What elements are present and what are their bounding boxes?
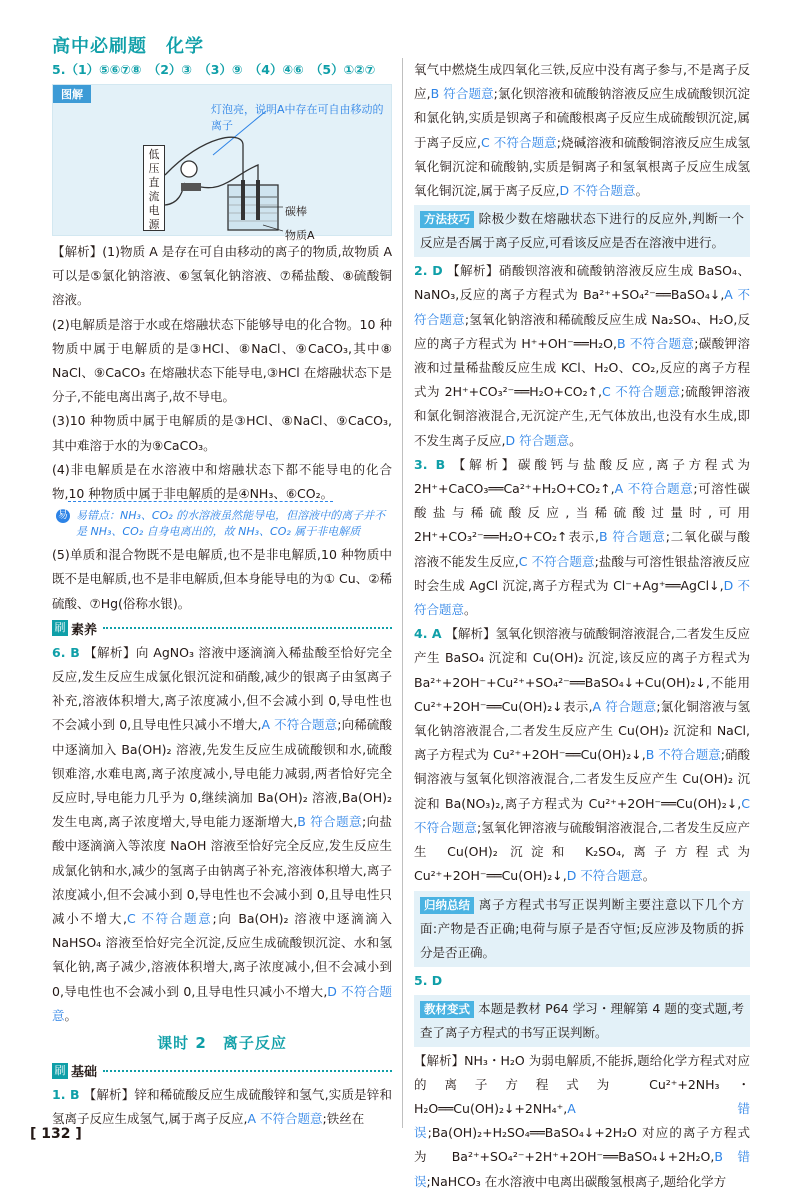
text: ;向稀硫酸中逐滴加入 Ba(OH)₂ 溶液,先发生反应生成硫酸钡和水,硫酸钡难溶,水难电离,离子浓度减小,导电能力减弱,两者恰好完全反应时,导电能力几乎为 0,继续滴加 Ba(OH)₂ 溶液,Ba(OH)₂ 发生电离,离子浓度增大,导电能力逐渐增大, [52,717,392,830]
question-5-number: 5. D [414,972,443,988]
verdict: A 不符合题意 [414,287,750,327]
verdict: C 不符合题意 [127,911,213,927]
dotted-rule [103,627,392,629]
question-number: 2. D [414,263,443,279]
right-column [414,58,750,1194]
explanation-p1: 【解析】(1)物质 A 是存在可自由移动的离子的物质,故物质 A 可以是⑤氯化钠溶液、⑥氢氧化钠溶液、⑦稀盐酸、⑧硫酸铜溶液。 [52,244,392,308]
text: ;NaHCO₃ 在水溶液中电离出碳酸氢根离子,题给化学方 [426,1173,727,1189]
tip-tag: 教材变式 [420,1001,474,1018]
power-char: 电 [148,204,160,217]
question-1 [52,1083,392,1131]
error-note [52,506,392,541]
tip-method [414,205,750,257]
text: ;向盐酸中逐滴滴入等浓度 NaOH 溶液至恰好完全反应,发生反应生成氯化钠和水,减少的氢离子由钠离子补充,溶液体积增大,离子浓度减小,但不会减小到 0,导电性也不会减小到 0,且导电性只减小不增大, [52,814,393,927]
question-number: 4. A [414,626,442,642]
tip-text: 除极少数在熔融状态下进行的反应外,判断一个反应是否属于离子反应,可看该反应是否在溶液中进行。 [420,211,744,251]
verdict: B 符合题意 [430,86,494,102]
text: 【解析】氢氧化钡溶液与硫酸铜溶液混合,二者发生反应产生 BaSO₄ 沉淀和 Cu(OH)₂ 沉淀,该反应的离子方程式为 Ba²⁺+2OH⁻+Cu²⁺+SO₄²⁻══BaSO₄↓+Cu(OH)₂↓,不能用 Cu²⁺+2OH⁻══Cu(OH)₂↓表示, [414,626,750,714]
figure-caption: 灯泡亮，说明A中存在可自由移动的离子 [211,103,384,132]
text: ;烧碱溶液和硫酸铜溶液反应生成氢氧化铜沉淀和硫酸钠,实质是铜离子和氢氧根离子反应生成氢氧化铜沉淀,属于离子反应, [414,134,751,199]
tip-textbook [414,995,750,1047]
tip-tag: 归纳总结 [420,897,474,914]
section-label: 素养 [71,622,98,638]
verdict: C 不符合题意 [602,384,681,400]
verdict: B 错误 [414,1149,750,1189]
power-char: 压 [148,162,160,175]
verdict: C 不符合题意 [518,553,595,569]
lesson-title: 课时 2 离子反应 [157,1034,287,1053]
text: 【解析】向 AgNO₃ 溶液中逐滴滴入稀盐酸至恰好完全反应,发生反应生成氯化银沉淀和硝酸,减少的银离子由氢离子补充,溶液体积增大,离子浓度减小,但不会减小到 0,导电性也不会减小到 0,且导电性只减小不增大, [52,644,392,733]
p4-text: (4)非电解质是在水溶液中和熔融状态下都不能导电的化合物, [52,461,392,502]
tip-tag: 方法技巧 [420,211,474,228]
question-number: 6. B [52,644,80,660]
text: ;硫酸钾溶液和氯化铜溶液混合,无沉淀产生,无气体放出,也没有水生成,即不发生离子反应, [414,384,750,448]
p4-underlined: 10 种物质中属于非电解质的是④NH₃、⑥CO₂。 [68,486,334,502]
tip-text: 离子方程式书写正误判断主要注意以下几个方面:产物是否正确;电荷与原子是否守恒;反应涉及物质的拆分是否正确。 [420,896,744,960]
page-title: 高中必刷题 化学 [52,36,204,57]
section-label: 基础 [71,1065,98,1081]
explanation-p2: (2)电解质是溶于水或在熔融状态下能够导电的化合物。10 种物质中属于电解质的是③HCl、⑧NaCl、⑨CaCO₃,其中⑧ NaCl、⑨CaCO₃ 在熔融状态下能导电,③HCl 在熔融状态下是分子,不能电离出离子,故不导电。 [52,316,392,405]
explanation-p3: (3)10 种物质中属于电解质的是③HCl、⑧NaCl、⑨CaCO₃,其中难溶于水的为⑨CaCO₃。 [52,413,392,453]
text: ;二氧化碳与酸溶液不能发生反应, [414,529,750,569]
power-char: 源 [148,218,160,231]
question-2 [414,259,750,453]
text: 。 [642,868,656,884]
text: 【解析】锌和稀硫酸反应生成硫酸锌和氢气,实质是锌和氢离子反应生成氢气,属于离子反应, [52,1087,392,1127]
circuit-figure [52,84,392,242]
text: ;氢氧化钾溶液与硫酸铜溶液混合,二者发生反应产生 Cu(OH)₂ 沉淀和 K₂SO₄,离子方程式为 Cu²⁺+2OH⁻══Cu(OH)₂↓, [414,819,750,884]
section-badge-icon: 刷 [52,1063,68,1079]
question-6 [52,641,392,1028]
carbon-rod-label: 碳棒 [285,205,307,218]
tip-content [420,207,744,255]
verdict: D 不符合题意 [559,183,636,199]
text: ;氯化铜溶液与氢氧化钠溶液混合,二者发生反应产生 Cu(OH)₂ 沉淀和 NaCl,离子方程式为 Cu²⁺+2OH⁻══Cu(OH)₂↓, [414,698,750,763]
text: ;氯化钡溶液和硫酸钠溶液反应生成硫酸钡沉淀和氯化钠,实质是钡离子和硫酸根离子反应生成硫酸钡沉淀,属于离子反应, [414,86,750,150]
page-number: [ 132 ] [30,1126,82,1142]
verdict: D 不符合题意 [52,983,392,1023]
verdict: C 不符合题意 [414,795,750,835]
power-char: 低 [148,148,160,161]
text: 。 [569,432,582,448]
verdict: B 不符合题意 [645,747,721,763]
power-char: 直 [148,176,160,189]
question-number: 3. B [414,456,446,472]
power-char: 流 [148,190,160,203]
verdict: D 不符合题意 [566,868,643,884]
bulb-icon [181,161,197,177]
tip-text: 本题是教材 P64 学习・理解第 4 题的变式题,考查了离子方程式的书写正误判断。 [420,1000,744,1040]
text: 。 [464,602,477,618]
text: ;氢氧化钠溶液和稀硫酸反应生成 Na₂SO₄、H₂O,反应的离子方程式为 H⁺+OH⁻══H₂O, [414,311,750,351]
question-3 [414,453,750,622]
text: 【解析】NH₃・H₂O 为弱电解质,不能拆,题给化学方程式对应的离子方程式为 Cu²⁺+2NH₃・H₂O══Cu(OH)₂↓+2NH₄⁺, [414,1052,750,1116]
note-text: 易错点：NH₃、CO₂ 的水溶液虽然能导电，但溶液中的离子并不是 NH₃、CO₂ 自身电离出的，故 NH₃、CO₂ 属于非电解质 [76,509,386,538]
text: ;向 Ba(OH)₂ 溶液中逐滴滴入 NaHSO₄ 溶液至恰好完全沉淀,反应生成硫酸钡沉淀、水和氢氧化钠,离子减少,溶液体积增大,离子浓度减小,但不会减小到 0,导电性也不会减小到 0,且导电性只减小不增大, [52,911,392,999]
text: ;铁丝在 [322,1111,365,1127]
text: ;盐酸与可溶性银盐溶液反应时会生成 AgCl 沉淀,离子方程式为 Cl⁻+Ag⁺══AgCl↓, [414,553,751,593]
left-column [52,58,392,1132]
verdict: C 不符合题意 [480,134,557,150]
verdict: B 符合题意 [598,529,666,545]
text: 。 [64,1007,78,1023]
question-4 [414,622,750,888]
explanation-p4 [52,458,392,506]
verdict: B 符合题意 [297,814,362,830]
question-number: 1. B [52,1087,80,1103]
text: ;可溶性碳酸盐与稀硫酸反应,当稀硫酸过量时,可用 2H⁺+CO₃²⁻══H₂O+CO₂↑表示, [414,481,750,545]
text: 。 [635,183,649,199]
warning-icon: 易 [58,510,68,522]
substance-a-label: 物质A [285,229,315,242]
tip-summary [414,891,750,967]
section-badge-icon: 刷 [52,620,68,636]
verdict: A 符合题意 [592,698,657,714]
verdict: D 不符合题意 [414,577,750,618]
text: ;硝酸铜溶液与氢氧化钡溶液混合,二者发生反应产生 Cu(OH)₂ 沉淀和 Ba(NO₃)₂,离子方程式为 Cu²⁺+2OH⁻══Cu(OH)₂↓, [414,747,750,811]
dotted-rule [103,1070,392,1072]
answer-5: 5.（1）⑤⑥⑦⑧ （2）③ （3）⑨ （4）④⑥ （5）①②⑦ [52,62,376,77]
text: 【解析】碳酸钙与盐酸反应,离子方程式为 2H⁺+CaCO₃══Ca²⁺+H₂O+CO₂↑, [414,456,750,497]
figure-tag: 图解 [53,85,91,103]
text: 【解析】硝酸钡溶液和硫酸钠溶液反应生成 BaSO₄、NaNO₃,反应的离子方程式为 Ba²⁺+SO₄²⁻══BaSO₄↓, [414,263,750,303]
verdict: B 不符合题意 [616,335,695,351]
verdict: A 不符合题意 [261,717,338,733]
section-suyang [52,619,392,638]
verdict: A 不符合题意 [614,481,694,497]
tip-content [420,997,744,1045]
text: ;碳酸钾溶液和过量稀盐酸反应生成 KCl、H₂O、CO₂,反应的离子方程式为 2H⁺+CO₃²⁻══H₂O+CO₂↑, [414,335,750,400]
question-1-continued [414,58,750,203]
text: ;Ba(OH)₂+H₂SO₄══BaSO₄↓+2H₂O 对应的离子方程式为 Ba²⁺+SO₄²⁻+2H⁺+2OH⁻══BaSO₄↓+2H₂O, [414,1125,750,1165]
column-divider [402,58,403,1128]
tip-content [420,893,744,965]
text: 氧气中燃烧生成四氧化三铁,反应中没有离子参与,不是离子反应, [414,62,750,102]
question-5 [414,1049,750,1194]
verdict: D 符合题意 [505,432,570,448]
explanation-p5: (5)单质和混合物既不是电解质,也不是非电解质,10 种物质中既不是电解质,也不是非电解质,但本身能导电的为① Cu、②稀硫酸、⑦Hg(俗称水银)。 [52,547,392,611]
verdict: A 不符合题意 [247,1111,323,1127]
circuit-diagram [53,85,393,235]
power-supply-label [143,145,165,231]
verdict: A 错误 [414,1100,750,1141]
section-jichu [52,1061,392,1080]
